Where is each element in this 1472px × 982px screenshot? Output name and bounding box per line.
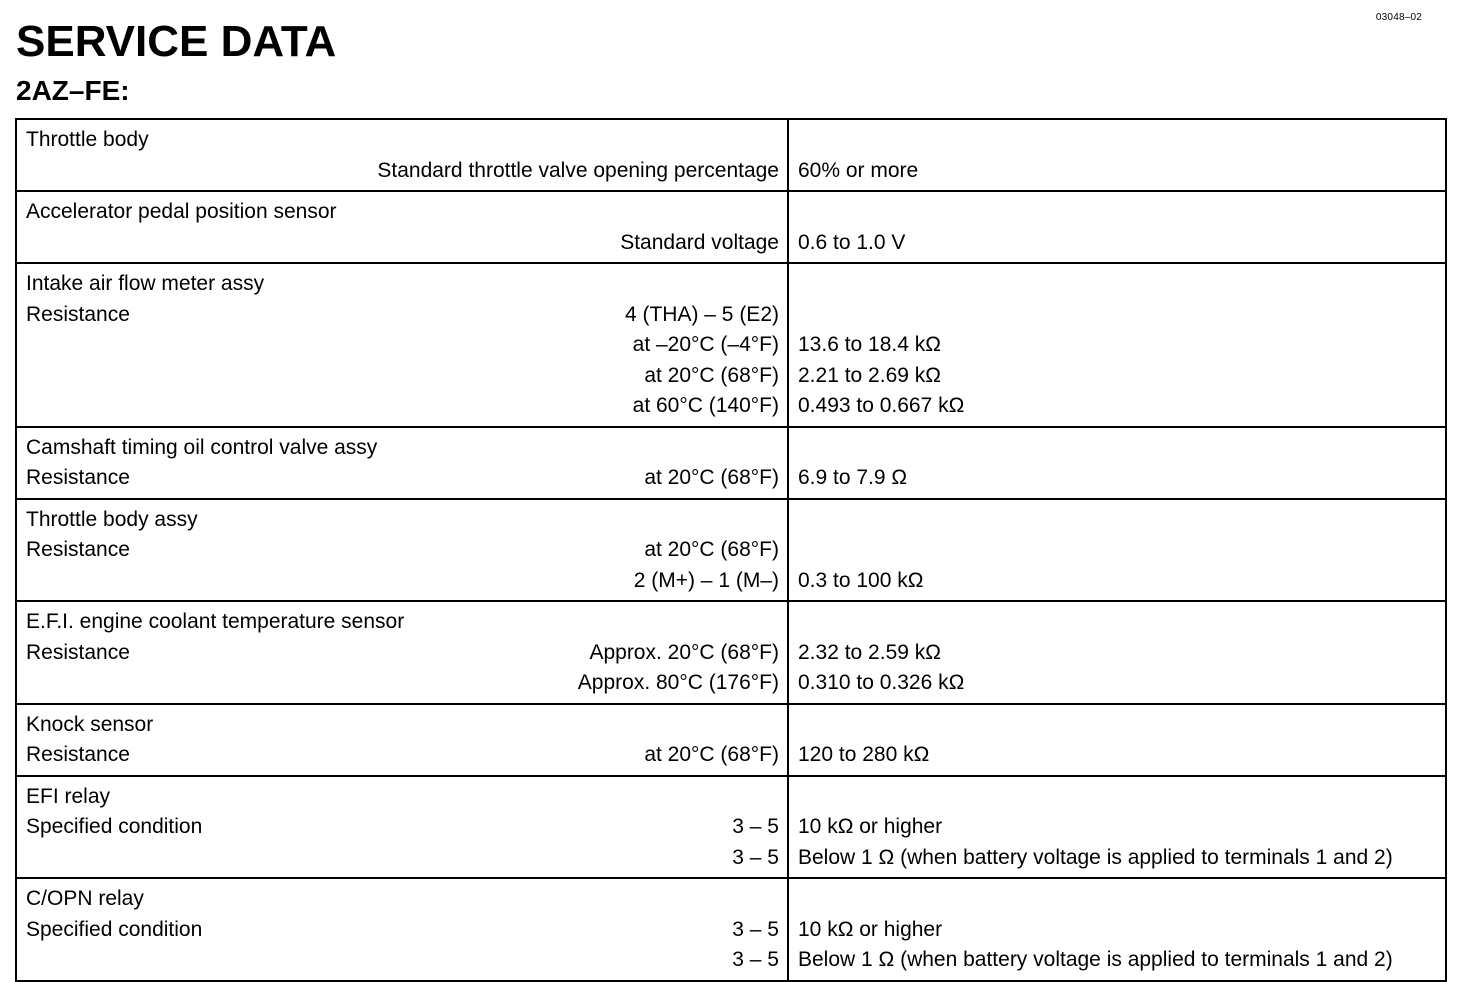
- spec-description-cell: [16, 119, 788, 191]
- spec-value: 2.21 to 2.69 kΩ: [798, 363, 941, 387]
- test-condition: at 20°C (68°F): [644, 466, 779, 489]
- spec-line: [26, 535, 779, 566]
- spec-line: [26, 740, 779, 771]
- component-name: Throttle body assy: [26, 507, 198, 531]
- spec-line: [26, 566, 779, 597]
- spec-row: [16, 499, 1446, 602]
- test-condition: at 20°C (68°F): [644, 363, 779, 387]
- spec-line: [26, 156, 779, 187]
- spec-line: [26, 330, 779, 361]
- spec-value: Below 1 Ω (when battery voltage is applied to terminals 1 and 2): [798, 948, 1393, 971]
- spec-line: [26, 638, 779, 669]
- spec-value-cell: [788, 878, 1446, 981]
- component-name: Intake air flow meter assy: [26, 272, 265, 295]
- spec-row: [16, 119, 1446, 191]
- test-condition: 3 – 5: [732, 815, 779, 838]
- spec-description-cell: [16, 499, 788, 602]
- spec-description-cell: [16, 878, 788, 981]
- spec-row: [16, 427, 1446, 499]
- spec-value: 10 kΩ or higher: [798, 917, 943, 941]
- spec-line: [26, 915, 779, 946]
- spec-value-cell: [788, 119, 1446, 191]
- spec-row: [16, 704, 1446, 776]
- spec-value: Below 1 Ω (when battery voltage is applied to terminals 1 and 2): [798, 845, 1393, 869]
- spec-description-cell: [16, 427, 788, 499]
- spec-value-cell: [788, 601, 1446, 704]
- spec-value-cell: [788, 191, 1446, 263]
- component-name: E.F.I. engine coolant temperature sensor: [26, 610, 405, 633]
- value-spacer: [798, 433, 1437, 464]
- spec-line: [26, 361, 779, 392]
- spec-value-cell: [788, 776, 1446, 879]
- test-condition: Standard voltage: [620, 230, 779, 254]
- spec-line: [26, 391, 779, 422]
- spec-description-cell: [16, 776, 788, 879]
- spec-row: [16, 263, 1446, 427]
- test-condition: Standard throttle valve opening percentage: [377, 158, 779, 182]
- value-spacer: [798, 884, 1437, 915]
- spec-description-cell: [16, 191, 788, 263]
- measurement-label: Resistance: [26, 466, 130, 489]
- measurement-label: Resistance: [26, 640, 130, 664]
- service-data-table: [15, 118, 1447, 982]
- spec-row: [16, 878, 1446, 981]
- component-name: EFI relay: [26, 784, 111, 808]
- spec-line: [26, 668, 779, 699]
- value-spacer: [798, 269, 1437, 300]
- spec-value: [798, 535, 1437, 566]
- spec-line: [26, 945, 779, 976]
- spec-value: 60% or more: [798, 158, 919, 182]
- test-condition: 4 (THA) – 5 (E2): [624, 302, 779, 326]
- spec-value: 0.3 to 100 kΩ: [798, 568, 924, 592]
- value-spacer: [798, 782, 1437, 813]
- test-condition: 3 – 5: [732, 845, 779, 869]
- test-condition: 3 – 5: [732, 917, 779, 941]
- spec-row: [16, 191, 1446, 263]
- service-data-table-body: [16, 119, 1446, 981]
- spec-value-cell: [788, 704, 1446, 776]
- test-condition: at 20°C (68°F): [644, 538, 779, 561]
- component-name: Accelerator pedal position sensor: [26, 200, 337, 223]
- test-condition: at –20°C (–4°F): [632, 333, 779, 356]
- spec-value: 13.6 to 18.4 kΩ: [798, 333, 941, 356]
- measurement-label: Resistance: [26, 302, 130, 326]
- measurement-label: Resistance: [26, 538, 130, 561]
- test-condition: Approx. 20°C (68°F): [589, 640, 779, 664]
- value-spacer: [798, 197, 1437, 228]
- test-condition: Approx. 80°C (176°F): [577, 671, 779, 694]
- component-name: Camshaft timing oil control valve assy: [26, 435, 378, 459]
- value-spacer: [798, 607, 1437, 638]
- spec-value: [798, 300, 1437, 331]
- component-name: C/OPN relay: [26, 887, 144, 910]
- spec-row: [16, 776, 1446, 879]
- spec-value: 6.9 to 7.9 Ω: [798, 466, 908, 489]
- test-condition: 2 (M+) – 1 (M–): [633, 568, 779, 592]
- spec-value-cell: [788, 499, 1446, 602]
- spec-value: 10 kΩ or higher: [798, 815, 943, 838]
- page-title: SERVICE DATA: [16, 17, 337, 66]
- test-condition: at 20°C (68°F): [644, 743, 779, 766]
- spec-value: 2.32 to 2.59 kΩ: [798, 640, 941, 664]
- spec-description-cell: [16, 601, 788, 704]
- spec-value: 0.493 to 0.667 kΩ: [798, 394, 965, 417]
- measurement-label: Specified condition: [26, 917, 203, 941]
- test-condition: 3 – 5: [732, 948, 779, 971]
- spec-line: [26, 463, 779, 494]
- value-spacer: [798, 125, 1437, 156]
- spec-line: [26, 300, 779, 331]
- measurement-label: Specified condition: [26, 815, 203, 838]
- component-name: Throttle body: [26, 128, 149, 151]
- value-spacer: [798, 710, 1437, 741]
- component-name: Knock sensor: [26, 712, 154, 736]
- document-code: 03048–02: [1375, 12, 1422, 23]
- spec-line: [26, 228, 779, 259]
- spec-line: [26, 843, 779, 874]
- engine-subtitle: 2AZ–FE:: [16, 75, 130, 106]
- spec-value: 120 to 280 kΩ: [798, 743, 930, 766]
- spec-line: [26, 812, 779, 843]
- measurement-label: Resistance: [26, 743, 130, 766]
- spec-value: 0.6 to 1.0 V: [798, 230, 906, 254]
- spec-row: [16, 601, 1446, 704]
- spec-value-cell: [788, 427, 1446, 499]
- spec-description-cell: [16, 704, 788, 776]
- spec-value-cell: [788, 263, 1446, 427]
- value-spacer: [798, 505, 1437, 536]
- spec-value: 0.310 to 0.326 kΩ: [798, 671, 965, 694]
- spec-description-cell: [16, 263, 788, 427]
- test-condition: at 60°C (140°F): [632, 394, 779, 417]
